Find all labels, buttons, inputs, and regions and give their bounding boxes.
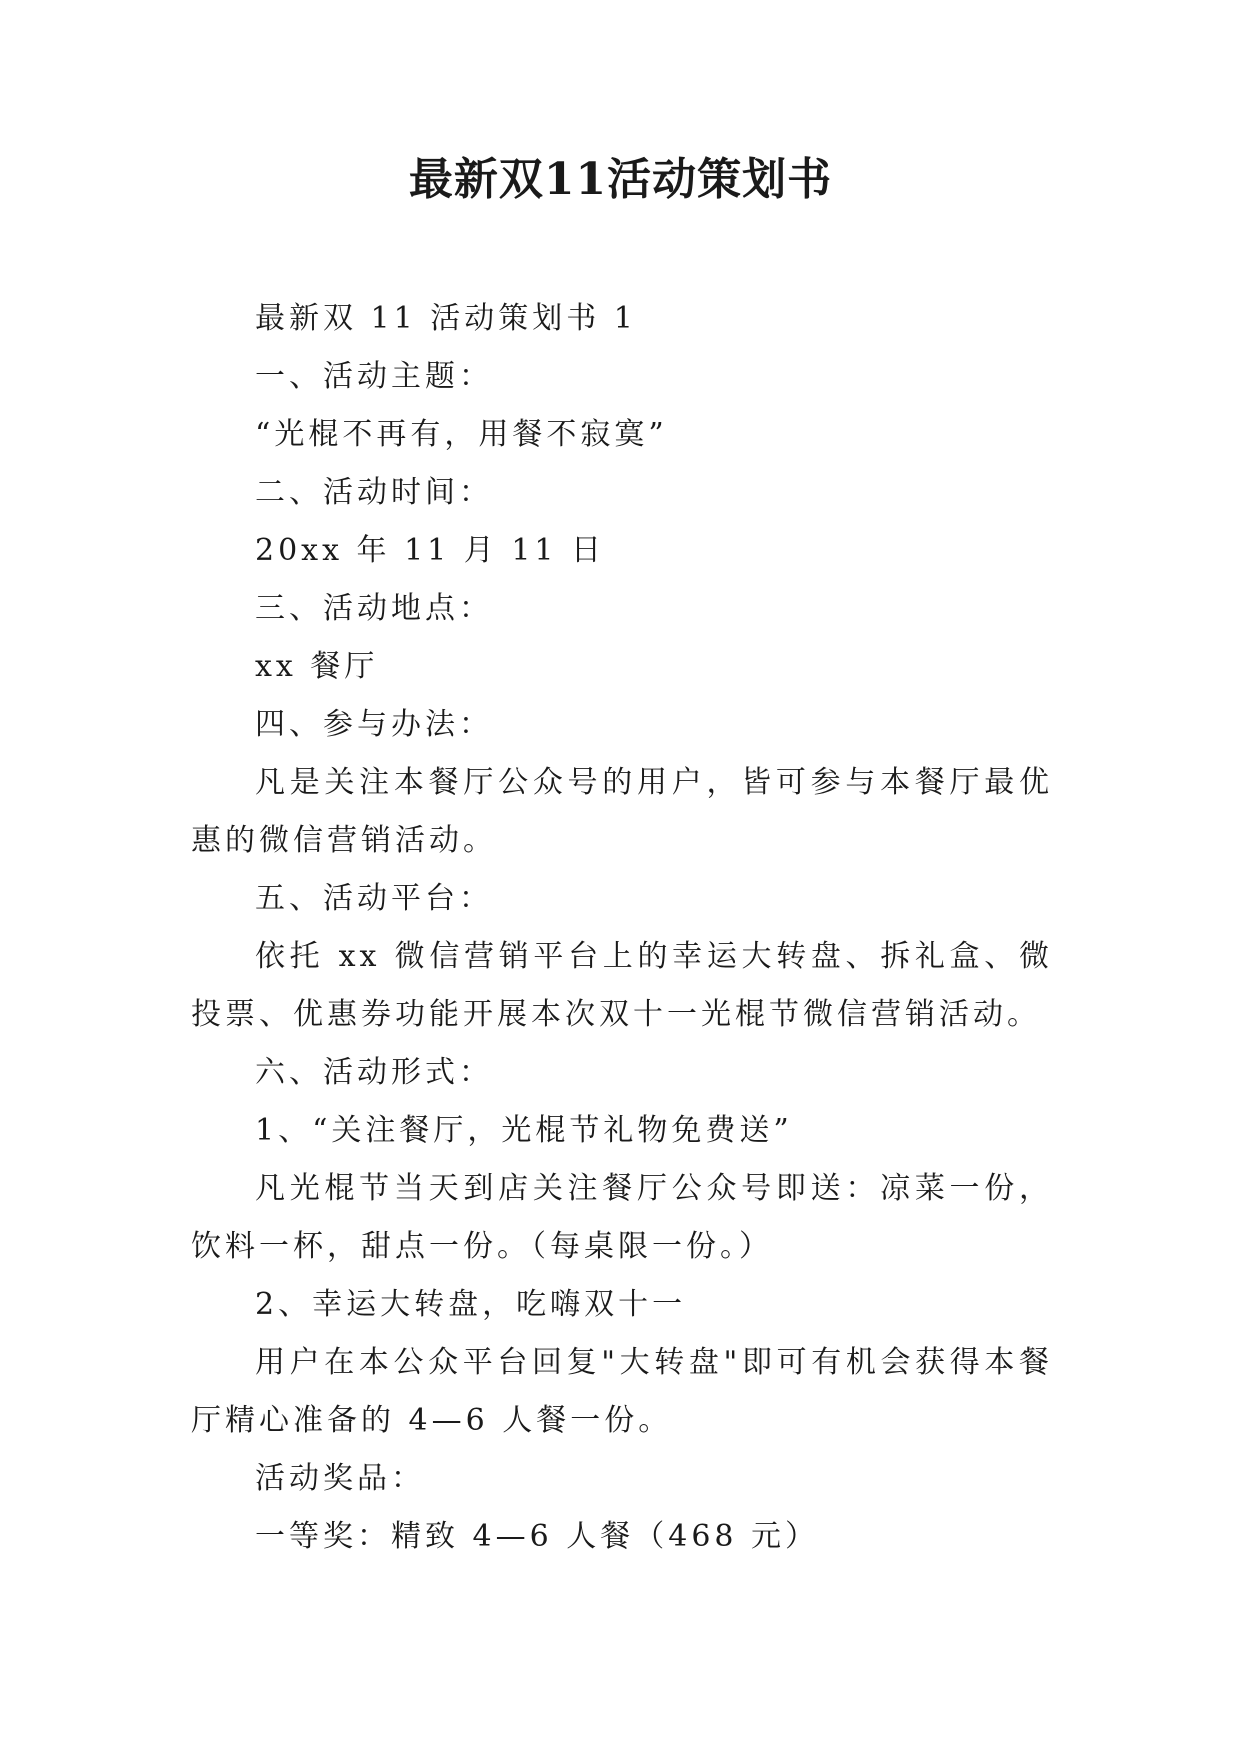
platform-text: 依托 xx 微信营销平台上的幸运大转盘、拆礼盒、微投票、优惠券功能开展本次双十一光棍节微信营销活动。 <box>191 939 1053 1032</box>
theme-heading: 一、活动主题： <box>255 359 493 394</box>
document-title: 最新双11活动策划书 <box>408 154 833 205</box>
theme-text: “光棍不再有，用餐不寂寞” <box>255 417 668 452</box>
participation-heading: 四、参与办法： <box>255 707 493 742</box>
participation-text: 凡是关注本餐厅公众号的用户，皆可参与本餐厅最优惠的微信营销活动。 <box>191 765 1053 858</box>
first-prize-text: 一等奖：精致 4—6 人餐（468 元） <box>255 1519 820 1554</box>
time-heading: 二、活动时间： <box>255 475 493 510</box>
section-heading: 最新双 11 活动策划书 1 <box>255 301 637 336</box>
format-item-2-heading: 2、幸运大转盘，吃嗨双十一 <box>255 1287 687 1322</box>
format-item-2-text: 用户在本公众平台回复"大转盘"即可有机会获得本餐厅精心准备的 4—6 人餐一份。 <box>191 1345 1053 1438</box>
time-text: 20xx 年 11 月 11 日 <box>255 533 606 568</box>
location-text: xx 餐厅 <box>255 649 379 684</box>
document-body <box>191 290 1053 1566</box>
platform-heading: 五、活动平台： <box>255 881 493 916</box>
format-item-1-text: 凡光棍节当天到店关注餐厅公众号即送：凉菜一份，饮料一杯，甜点一份。（每桌限一份。） <box>191 1171 1053 1264</box>
format-item-1-heading: 1、“关注餐厅，光棍节礼物免费送” <box>255 1113 793 1148</box>
prizes-heading: 活动奖品： <box>255 1461 425 1496</box>
location-heading: 三、活动地点： <box>255 591 493 626</box>
format-heading: 六、活动形式： <box>255 1055 493 1090</box>
